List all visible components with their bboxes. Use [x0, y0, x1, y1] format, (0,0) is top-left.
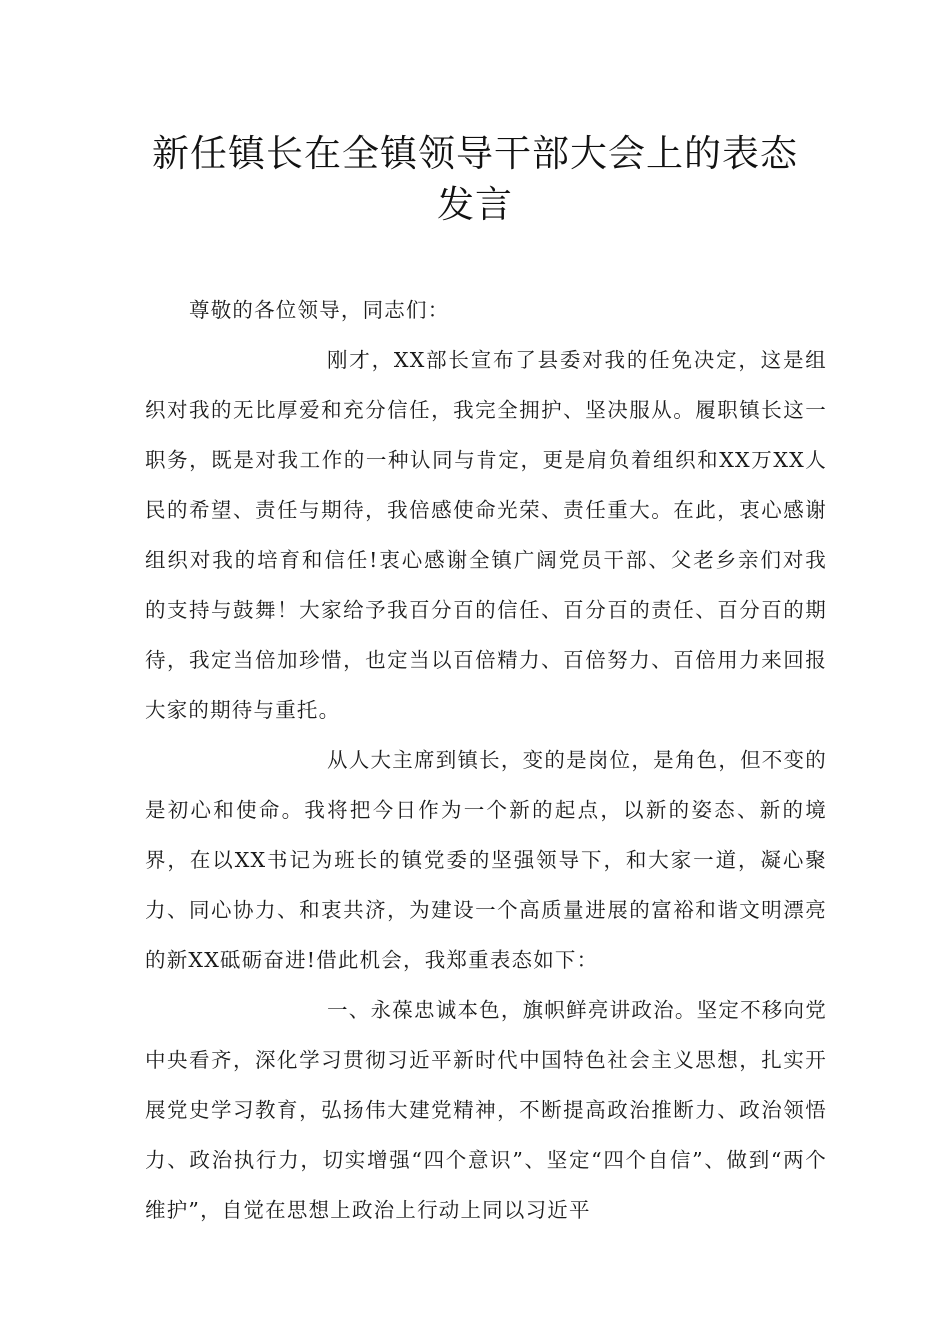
salutation: 尊敬的各位领导，同志们： [189, 298, 450, 322]
title-line-2: 发言 [437, 183, 513, 226]
paragraph-1: 刚才，XX部长宣布了县委对我的任免决定，这是组织对我的无比厚爱和充分信任，我完全拥护、坚决服从。履职镇长这一职务，既是对我工作的一种认同与肯定，更是肩负着组织和XX万XX人民的希望、责任与期待，我倍感使命光荣、责任重大。在此，衷心感谢组织对我的培育和信任!衷心感谢全镇广阔党员干部、父老乡亲们对我的支持与鼓舞！大家给予我百分百的信任、百分百的责任、百分百的期待，我定当倍加珍惜，也定当以百倍精力、百倍努力、百倍用力来回报大家的期待与重托。 [145, 348, 827, 722]
title-line-1: 新任镇长在全镇领导干部大会上的表态 [152, 132, 798, 175]
paragraph-2: 从人大主席到镇长，变的是岗位，是角色，但不变的是初心和使命。我将把今日作为一个新的起点，以新的姿态、新的境界，在以XX书记为班长的镇党委的坚强领导下，和大家一道，凝心聚力、同心协力、和衷共济，为建设一个高质量进展的富裕和谐文明漂亮的新XX砥砺奋进!借此机会，我郑重表态如下： [145, 748, 827, 972]
document-body [145, 285, 827, 1235]
document-title [140, 128, 810, 230]
paragraph-3: 一、永葆忠诚本色，旗帜鲜亮讲政治。坚定不移向党中央看齐，深化学习贯彻习近平新时代中国特色社会主义思想，扎实开展党史学习教育，弘扬伟大建党精神，不断提高政治推断力、政治领悟力、政治执行力，切实增强“四个意识”、坚定“四个自信”、做到“两个维护”，自觉在思想上政治上行动上同以习近平 [145, 998, 827, 1222]
